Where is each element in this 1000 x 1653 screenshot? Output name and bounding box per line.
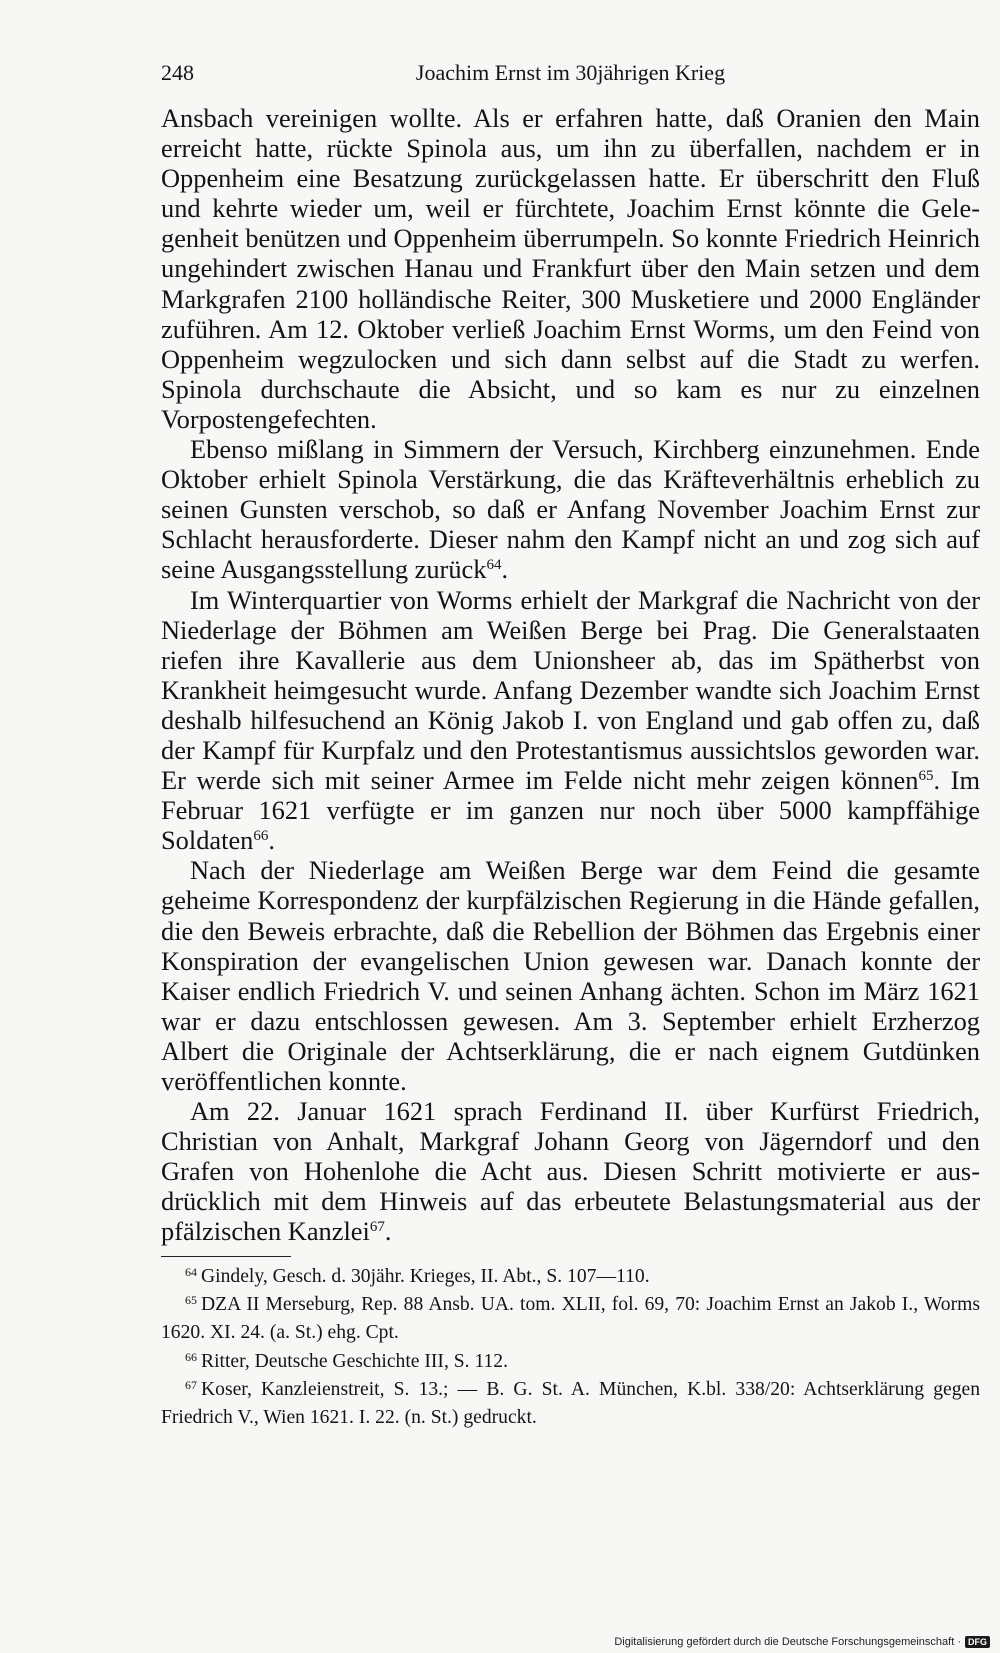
footnote-number: 64 bbox=[185, 1265, 197, 1279]
footnote: $^{65}$ DZA II Merseburg, Rep. 88 Ansb. UA. tom. XLII, fol. 69, 70: Joachim Ernst an Jakob I., Worms 1620. XI. 24. (a. St.) ehg. Cpt. bbox=[161, 1293, 980, 1344]
paragraph: Ebenso mißlang in Simmern der Versuch, Kirchberg einzunehmen. Ende Oktober erhielt Spinola Verstärkung, die das Kräfteverhältnis erheblich zu seinen Gunsten verschob, so daß er Anfang November Joachim Ernst zur Schlacht herausforderte. Dieser nahm den Kampf nicht an und zog sich auf seine Ausgangsstellung zurück$^{64}$. bbox=[161, 434, 980, 585]
footnote: $^{67}$ Koser, Kanzleienstreit, S. 13.; — B. G. St. A. München, K.bl. 338/20: Achtserklärung gegen Friedrich V., Wien 1621. I. 22. (n. St.) gedruckt. bbox=[161, 1377, 980, 1429]
paragraph: Am 22. Januar 1621 sprach Ferdinand II. über Kurfürst Friedrich, Christian von Anhalt, Markgraf Johann Georg von Jägerndorf und den Grafen von Hohenlohe die Acht aus. Diesen Schritt motivierte er ausdrücklich mit dem Hinweis auf das erbeutete Belastungsmaterial aus der pfälzischen Kanzlei$^{67}$. bbox=[161, 1096, 980, 1247]
footnote: $^{64}$ Gindely, Gesch. d. 30jähr. Krieges, II. Abt., S. 107—110. bbox=[185, 1265, 650, 1287]
footnote-number: 67 bbox=[185, 1377, 197, 1392]
page-header bbox=[161, 60, 980, 94]
footnote-rule bbox=[161, 1256, 291, 1257]
footnote-ref: 64 bbox=[486, 557, 502, 574]
running-title: Joachim Ernst im 30jährigen Krieg bbox=[415, 60, 726, 85]
dfg-logo-icon: DFG bbox=[965, 1636, 990, 1648]
paragraph: Im Winterquartier von Worms erhielt der Markgraf die Nachricht von der Niederlage der Böhmen am Weißen Berge bei Prag. Die Generalstaaten riefen ihre Kavallerie aus dem Unionsheer ab, das im Spätherbst von Krankheit heimgesucht wurde. Anfang Dezember wandte sich Joachim Ernst deshalb hilfesuchend an König Jakob I. von England und gab offen zu, daß der Kampf für Kurpfalz und den Protestantismus aussichtslos geworden war. Er werde sich mit seiner Armee im Felde nicht mehr zeigen können$^{65}$. Im Februar 1621 verfügte er im ganzen nur noch über 5000 kampffähige Soldaten$^{66}$. bbox=[161, 584, 980, 856]
footnote-ref: 65 bbox=[918, 768, 934, 785]
digitization-credit bbox=[614, 1636, 990, 1648]
paragraph: Nach der Niederlage am Weißen Berge war dem Feind die gesamte geheime Korrespondenz der kurpfälzischen Regierung in die Hände gefallen, die den Beweis erbrachte, daß die Rebellion der Böhmen das Ergebnis einer Konspiration der evangelischen Union gewesen war. Danach konnte der Kaiser endlich Friedrich V. und seinen Anhang ächten. Schon im März 1621 war er dazu entschlossen gewesen. Am 3. September erhielt Erzherzog Albert die Originale der Achtserklärung, die er nach eignem Gutdünken veröffentlichen konnte. bbox=[161, 855, 980, 1096]
page-number: 248 bbox=[161, 60, 194, 85]
footnote-ref: 67 bbox=[369, 1219, 385, 1236]
footnote: $^{66}$ Ritter, Deutsche Geschichte III, S. 112. bbox=[185, 1349, 509, 1372]
footnote-number: 65 bbox=[185, 1293, 197, 1308]
credit-text: Digitalisierung gefördert durch die Deutsche Forschungsgemeinschaft · bbox=[614, 1636, 961, 1648]
paragraph: Ansbach vereinigen wollte. Als er erfahren hatte, daß Oranien den Main erreicht hatte, rückte Spinola aus, um ihn zu überfallen, nachdem er in Oppenheim eine Besatzung zurückgelassen hatte. Er überschritt den Fluß und kehrte wieder um, weil er fürchtete, Joachim Ernst könnte die Gelegenheit benützen und Oppenheim überrumpeln. So konnte Friedrich Heinrich ungehindert zwischen Hanau und Frankfurt über den Main setzen und dem Markgrafen 2100 holländische Reiter, 300 Musketiere und 2000 Engländer zuführen. Am 12. Oktober verließ Joachim Ernst Worms, um den Feind von Oppenheim wegzulocken und sich dann selbst auf die Stadt zu werfen. Spinola durchschaute die Absicht, und so kam es nur zu einzelnen Vorpostengefechten. bbox=[161, 103, 980, 434]
footnote-ref: 66 bbox=[253, 828, 269, 845]
body-text bbox=[161, 103, 980, 1247]
footnote-number: 66 bbox=[185, 1349, 197, 1364]
footnotes bbox=[161, 1263, 980, 1432]
